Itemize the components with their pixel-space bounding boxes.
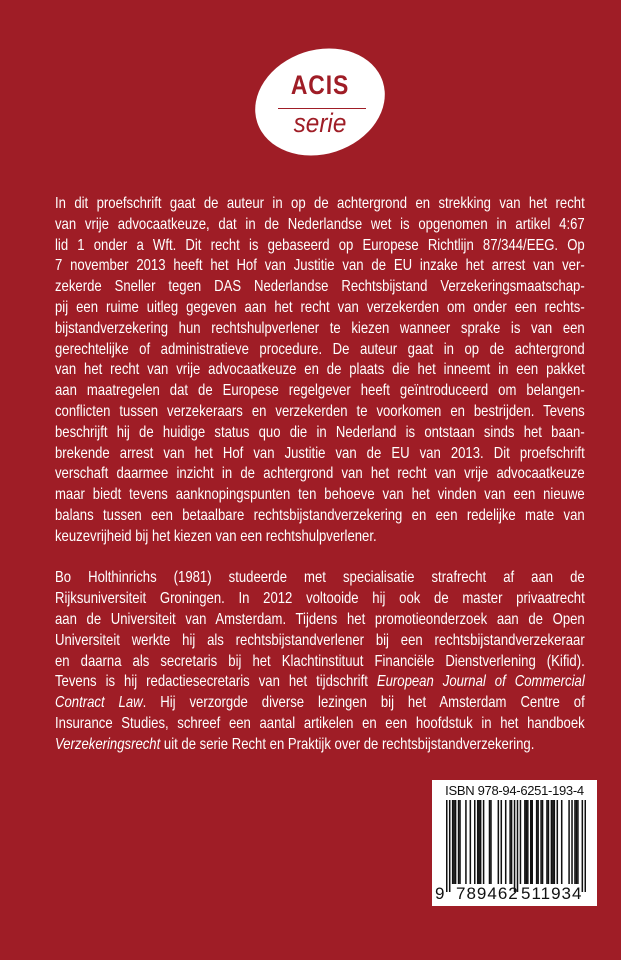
barcode-bar [576, 800, 578, 884]
description-paragraph [55, 194, 585, 548]
barcode-bar [453, 800, 455, 884]
barcode-bars [446, 800, 586, 892]
barcode-bar [446, 800, 448, 892]
text-segment: maar biedt tevens aanknopingspunten ten behoeve van het vinden van een nieuwe [55, 486, 585, 504]
barcode-bar [509, 800, 511, 884]
text-segment: Tevens is hij redactiesecretaris van het tijdschrift [55, 673, 377, 691]
barcode-digits-right: 511934 [521, 884, 583, 903]
text-segment: aan maatregelen dat de Europese regelgever heeft geïntroduceerd om belangen- [55, 382, 585, 400]
barcode-bar [517, 800, 519, 892]
text-line [55, 527, 585, 548]
text-line [55, 402, 585, 423]
text-line [55, 693, 585, 714]
barcode-bar [546, 800, 548, 884]
barcode-bar [449, 800, 451, 892]
barcode-bar [527, 800, 529, 884]
barcode-digit-first: 9 [435, 884, 445, 903]
text-line [55, 506, 585, 527]
barcode-bar [552, 800, 554, 884]
barcode-bar [455, 800, 457, 884]
text-segment: gerechtelijke of administratieve procedure. De auteur gaat in op de achtergrond [55, 340, 585, 358]
barcode-bar [501, 800, 503, 884]
text-segment: uit de serie Recht en Praktijk over de rechtsbijstandverzekering. [160, 735, 535, 753]
barcode-bar [536, 800, 538, 884]
isbn-barcode [432, 780, 597, 906]
barcode-bar [568, 800, 570, 884]
barcode-bar [571, 800, 573, 884]
text-line [55, 381, 585, 402]
text-segment: en daarna als secretaris bij het Klachtinstituut Financiële Dienstverlening (Kifid). [55, 652, 585, 670]
text-line [55, 568, 585, 589]
text-segment: balans tussen een betaalbare rechtsbijstandverzekering en een redelijke mate van [55, 506, 585, 524]
text-line [55, 236, 585, 257]
text-segment: Bo Holthinrichs (1981) studeerde met specialisatie strafrecht af aan de [55, 569, 585, 587]
barcode-bar [585, 800, 586, 892]
text-segment: Insurance Studies, schreef een aantal artikelen en een hoofdstuk in het handboek [55, 714, 585, 732]
barcode-bar [531, 800, 533, 884]
barcode-bar [582, 800, 584, 892]
barcode-bar [577, 800, 579, 884]
barcode-bar [452, 800, 454, 884]
acis-series-logo [254, 50, 386, 154]
barcode-bar [554, 800, 556, 884]
italic-title: Contract Law [55, 694, 143, 712]
barcode-bar [474, 800, 476, 884]
barcode-bar [489, 800, 491, 884]
text-line [55, 298, 585, 319]
barcode-bar [561, 800, 563, 884]
text-line [55, 444, 585, 465]
barcode-bar [542, 800, 544, 884]
text-segment: pij een ruime uitleg gegeven aan het recht van verzekerden om onder een rechts- [55, 298, 585, 316]
barcode-bar [483, 800, 485, 884]
text-segment: van het recht van vrije advocaatkeuze en de plaats die het inneemt in een pakket [55, 361, 585, 379]
logo-ellipse [241, 32, 399, 172]
text-segment: bijstandverzekering hun rechtshulpverlener te kiezen wanneer sprake is van een [55, 319, 585, 337]
text-line [55, 485, 585, 506]
barcode-bar [574, 800, 576, 884]
text-line [55, 589, 585, 610]
barcode-bar [537, 800, 539, 884]
text-line [55, 423, 585, 444]
text-segment: . Hij verzorgde diverse lezingen bij het Amsterdam Centre of [142, 694, 585, 712]
text-segment: zekerde Sneller tegen DAS Nederlandse Rechtsbijstand Verzekeringsmaatschap- [55, 278, 585, 296]
back-cover-text [55, 194, 585, 776]
text-segment: In dit proefschrift gaat de auteur in op de achtergrond en strekking van het recht [55, 195, 585, 212]
text-line [55, 319, 585, 340]
text-line [55, 360, 585, 381]
text-line [55, 277, 585, 298]
text-segment: aan de Universiteit van Amsterdam. Tijdens het promotieonderzoek aan de Open [55, 610, 585, 628]
text-line [55, 194, 585, 215]
text-segment: 7 november 2013 heeft het Hof van Justitie van de EU inzake het arrest van ver- [55, 257, 585, 275]
text-segment: verschaft daarmee inzicht in de achtergrond van het recht van vrije advocaatkeuze [55, 465, 585, 483]
italic-title: European Journal of Commercial [376, 673, 585, 691]
barcode-bar [557, 800, 559, 884]
barcode-bar [540, 800, 542, 884]
logo-acis: ACIS [290, 70, 350, 100]
barcode-bar [524, 800, 526, 884]
barcode-bar [530, 800, 532, 884]
barcode-bar [490, 800, 492, 884]
text-line [55, 735, 585, 756]
text-segment: Universiteit werkte hij als rechtsbijstandverlener bij een rechtsbijstandverzekeraar [55, 631, 585, 649]
text-segment: lid 1 onder a Wft. Dit recht is gebaseerd op Europese Richtlijn 87/344/EEG. Op [55, 236, 585, 254]
barcode-bar [514, 800, 516, 892]
text-line [55, 340, 585, 361]
barcode-bar [498, 800, 500, 884]
barcode-bar [458, 800, 460, 884]
text-segment: keuzevrijheid bij het kiezen van een rechtshulpverlener. [55, 527, 377, 545]
barcode-bar [511, 800, 513, 884]
logo-serie: serie [293, 108, 347, 138]
text-segment: conflicten tussen verzekeraars en verzekerden te voorkomen en bestrijden. Tevens [55, 402, 585, 420]
text-line [55, 652, 585, 673]
text-segment: beschrijft hij de huidige status quo die in Nederland is ontstaan sinds het baan- [55, 423, 585, 441]
author-bio-paragraph [55, 568, 585, 755]
barcode-bar [480, 800, 482, 884]
barcode-bar [470, 800, 472, 884]
barcode-bar [548, 800, 550, 884]
barcode-bar [459, 800, 461, 884]
barcode-bar [465, 800, 467, 884]
text-line [55, 464, 585, 485]
barcode-digits-left: 789462 [456, 884, 519, 903]
text-segment: van vrije advocaatkeuze, dat in de Nederlandse wet is opgenomen in artikel 4:67 [55, 215, 585, 233]
text-segment: Rijksuniversiteit Groningen. In 2012 voltooide hij ook de master privaatrecht [55, 590, 585, 608]
text-segment: brekende arrest van het Hof van Justitie van de EU van 2013. Dit proefschrift [55, 444, 585, 462]
italic-title: Verzekeringsrecht [55, 735, 161, 753]
barcode-bar [505, 800, 507, 884]
text-line [55, 256, 585, 277]
text-line [55, 215, 585, 236]
text-line [55, 672, 585, 693]
barcode-bar [551, 800, 553, 884]
text-line [55, 714, 585, 735]
isbn-label: ISBN 978-94-6251-193-4 [445, 783, 584, 798]
barcode-bar [477, 800, 479, 884]
text-line [55, 610, 585, 631]
text-line [55, 631, 585, 652]
barcode-bar [478, 800, 480, 884]
barcode-bar [520, 800, 522, 884]
barcode-bar [526, 800, 528, 884]
